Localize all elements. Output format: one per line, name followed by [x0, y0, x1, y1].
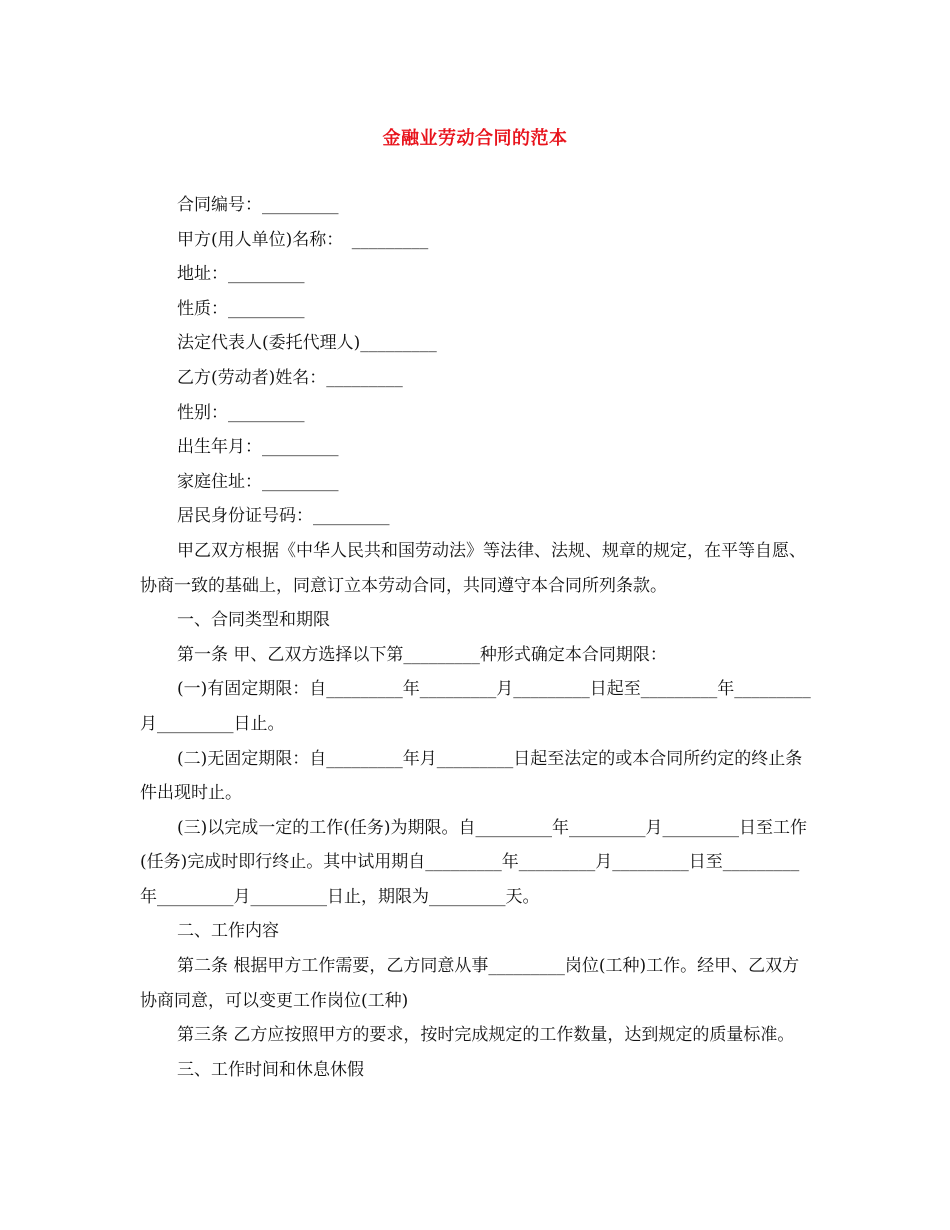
field-contract-number: 合同编号：_________	[177, 195, 339, 215]
clause-fixed-term: (一)有固定期限：自_________年_________月_________日起至_________年_________月_________日止。	[140, 679, 811, 734]
field-birth-date: 出生年月：_________	[177, 437, 339, 458]
field-id-number: 居民身份证号码：_________	[177, 506, 390, 527]
section-heading-work-hours: 三、工作时间和休息休假	[177, 1059, 364, 1080]
article-1: 第一条 甲、乙双方选择以下第_________种形式确定本合同期限：	[177, 644, 667, 665]
article-3: 第三条 乙方应按照甲方的要求，按时完成规定的工作数量，达到规定的质量标准。	[177, 1025, 795, 1046]
section-heading-contract-type: 一、合同类型和期限	[177, 610, 330, 631]
field-employee-name: 乙方(劳动者)姓名：_________	[177, 367, 403, 388]
field-legal-representative: 法定代表人(委托代理人)_________	[177, 333, 437, 354]
field-home-address: 家庭住址：_________	[177, 471, 339, 492]
field-employer-name: 甲方(用人单位)名称： _________	[177, 229, 429, 250]
document-body	[140, 188, 812, 1087]
paragraph-preamble: 甲乙双方根据《中华人民共和国劳动法》等法律、法规、规章的规定，在平等自愿、协商一致的基础上，同意订立本劳动合同，共同遵守本合同所列条款。	[140, 540, 806, 596]
field-gender: 性别：_________	[177, 402, 305, 423]
section-heading-work-content: 二、工作内容	[177, 921, 279, 942]
field-address: 地址：_________	[177, 264, 305, 285]
article-2: 第二条 根据甲方工作需要，乙方同意从事_________岗位(工种)工作。经甲、乙双方协商同意，可以变更工作岗位(工种)	[140, 956, 800, 1011]
field-nature: 性质：_________	[177, 298, 305, 319]
clause-task-term: (三)以完成一定的工作(任务)为期限。自_________年_________月_________日至工作(任务)完成时即行终止。其中试用期自_________年_________月_________日至_________年_________月_________日止，期限为_________天。	[140, 817, 808, 907]
clause-open-term: (二)无固定期限：自_________年月_________日起至法定的或本合同所约定的终止条件出现时止。	[140, 748, 803, 804]
document-title: 金融业劳动合同的范本	[382, 128, 568, 149]
